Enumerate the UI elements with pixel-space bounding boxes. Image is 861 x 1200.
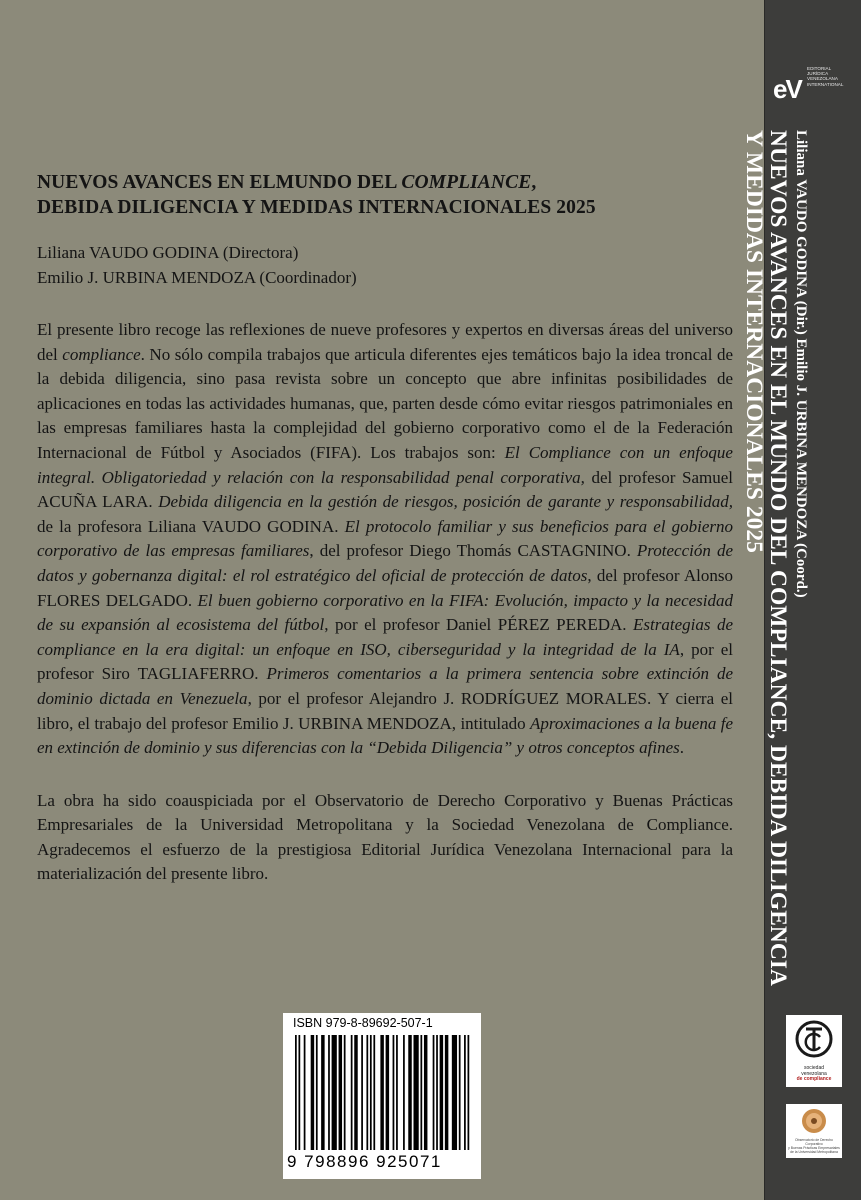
barcode-bar <box>433 1035 435 1150</box>
spine-authors: Liliana VAUDO GODINA (Dir.) Emilio J. URBINA MENDOZA (Coord.) <box>793 130 809 598</box>
obs-line: y Buenas Prácticas Empresariales <box>788 1146 840 1150</box>
spine-title-line-2: Y MEDIDAS INTERNACIONALES 2025 <box>741 130 767 553</box>
barcode-bar <box>295 1035 297 1150</box>
barcode-bar <box>380 1035 383 1150</box>
synopsis-text: , del profesor Alonso FLORES DELGADO. <box>37 565 733 610</box>
barcode-bar <box>354 1035 357 1150</box>
observatorio-logo <box>786 1104 842 1158</box>
work-title-2: Debida diligencia en la gestión de riesgos, posición de garante y responsabilidad, <box>158 492 733 512</box>
svc-logo-text <box>786 1066 842 1083</box>
barcode-digits: 9 798896 925071 <box>287 1152 442 1171</box>
synopsis-text: El presente libro recoge las reflexiones de nueve profesores y expertos en diversas áreas del universo del <box>37 320 733 364</box>
synopsis-paragraph <box>37 318 733 761</box>
work-title-5: El buen gobierno corporativo en la FIFA: Evolución, impacto y la necesidad de su expansión al ecosistema del fútbol <box>37 590 733 635</box>
barcode-bar <box>321 1035 324 1150</box>
barcode-bar <box>445 1035 448 1150</box>
barcode-bar <box>361 1035 363 1150</box>
isbn-label: ISBN 979-8-89692-507-1 <box>293 1016 433 1030</box>
synopsis-text: , por el profesor Siro TAGLIAFERRO. <box>37 639 734 684</box>
authors-block <box>37 240 733 290</box>
back-cover-content <box>37 170 733 887</box>
barcode-bar <box>386 1035 389 1150</box>
obs-line: de la Universidad Metropolitana <box>790 1150 838 1154</box>
synopsis-text: del profesor Samuel ACUÑA LARA. <box>37 467 733 512</box>
barcode-bar <box>436 1035 438 1150</box>
barcode-bar <box>332 1035 337 1150</box>
synopsis-italic: compliance <box>62 344 141 364</box>
work-title-8: Aproximaciones a la buena fe en extinción de dominio y sus diferencias con la “Debida Diligencia” y otros conceptos afines <box>37 713 733 758</box>
barcode-bar <box>440 1035 443 1150</box>
publisher-name <box>807 66 843 87</box>
svc-line: de compliance <box>796 1076 832 1082</box>
barcode-bar <box>468 1035 470 1150</box>
synopsis-text: de la profesora Liliana VAUDO GODINA. <box>37 516 345 536</box>
svc-emblem-icon <box>786 1015 842 1065</box>
barcode-bar <box>452 1035 457 1150</box>
svc-line: venezolana <box>801 1070 827 1077</box>
barcode-bar <box>413 1035 418 1150</box>
publisher-line: VENEZOLANA <box>807 76 838 82</box>
work-title-1: El Compliance con un enfoque integral. Obligatoriedad y relación con la responsabilidad penal corporativa, <box>37 442 733 487</box>
observatorio-logo-text <box>788 1138 840 1154</box>
barcode-bars <box>295 1035 471 1150</box>
coordinator-name: Emilio J. URBINA MENDOZA (Coordinador) <box>37 268 357 287</box>
synopsis-text: , del profesor Diego Thomás CASTAGNINO. <box>309 541 637 561</box>
barcode-bar <box>344 1035 346 1150</box>
barcode-bar <box>351 1035 353 1150</box>
synopsis-text: . <box>679 738 684 758</box>
obs-line: Observatorio de Derecho Corporativo <box>795 1138 833 1146</box>
barcode-bar <box>459 1035 461 1150</box>
work-title-4: Protección de datos y gobernanza digital: el rol estratégico del oficial de protección de datos <box>37 541 733 585</box>
publisher-line: EDITORIAL <box>807 66 832 71</box>
spine-text <box>742 130 812 1055</box>
work-title-3: El protocolo familiar y sus beneficios para el gobierno corporativo de las empresas familiares <box>37 516 733 561</box>
barcode-bar <box>298 1035 300 1150</box>
title-line-2: DEBIDA DILIGENCIA Y MEDIDAS INTERNACIONALES 2025 <box>37 197 596 218</box>
svc-line: sociedad <box>803 1065 824 1071</box>
work-title-6: Estrategias de compliance en la era digital: un enfoque en ISO, ciberseguridad y la integridad de la IA <box>37 615 734 659</box>
publisher-line: INTERNATIONAL <box>807 81 844 87</box>
barcode-bar <box>339 1035 342 1150</box>
barcode-bar <box>316 1035 318 1150</box>
synopsis-text: , por el profesor Alejandro J. RODRÍGUEZ MORALES. Y cierra el libro, el trabajo del profesor Emilio J. URBINA MENDOZA, intitulado <box>37 688 733 733</box>
synopsis-text: , por el profesor Daniel PÉREZ PEREDA. <box>324 615 634 635</box>
barcode-bar <box>396 1035 398 1150</box>
synopsis-text: . No sólo compila trabajos que articula diferentes ejes temáticos bajo la idea troncal de la debida diligencia, sino pasa revista sobre un concepto que abre infinitas posibilidades de aplicaciones en todas las actividades humanas, que, parten desde cómo evitar riesgos patrimoniales en las empresas familiares hasta la complejidad del gobierno corporativo como el de la Federación Internacional de Fútbol y Asociados (FIFA). Los trabajos son: <box>37 344 733 462</box>
publisher-line: JURÍDICA <box>807 71 829 77</box>
title-comma: , <box>531 172 537 193</box>
barcode-bar <box>464 1035 466 1150</box>
acknowledgement-paragraph: La obra ha sido coauspiciada por el Observatorio de Derecho Corporativo y Buenas Prácticas Empresariales de la Universidad Metropolitana y la Sociedad Venezolana de Compliance. Agradecemos el esfuerzo de la prestigiosa Editorial Jurídica Venezolana Internacional para la materialización del presente libro. <box>37 790 733 884</box>
work-title-7: Primeros comentarios a la primera sentencia sobre extinción de dominio dictada en Venezuela <box>37 664 733 708</box>
spine-title-line-1: NUEVOS AVANCES EN EL MUNDO DEL COMPLIANCE, DEBIDA DILIGENCIA <box>765 130 791 986</box>
barcode-bar <box>424 1035 427 1150</box>
publisher-mark: eV <box>773 74 801 104</box>
title-line-1 <box>37 170 733 195</box>
barcode-bar <box>420 1035 422 1150</box>
barcode-bar <box>373 1035 375 1150</box>
barcode-bar <box>311 1035 314 1150</box>
barcode-bar <box>408 1035 411 1150</box>
barcode-bar <box>366 1035 368 1150</box>
isbn-barcode <box>283 1013 481 1179</box>
sociedad-compliance-logo <box>786 1015 842 1087</box>
publisher-logo <box>773 66 855 110</box>
observatorio-emblem-icon <box>786 1104 842 1138</box>
title-text: NUEVOS AVANCES EN ELMUNDO DEL <box>37 172 402 193</box>
barcode-bar <box>403 1035 405 1150</box>
barcode-bar <box>304 1035 306 1150</box>
director-name: Liliana VAUDO GODINA (Directora) <box>37 243 299 262</box>
barcode-bar <box>328 1035 330 1150</box>
barcode-bar <box>370 1035 372 1150</box>
book-title <box>37 170 733 220</box>
barcode-bar <box>393 1035 395 1150</box>
title-italic-word: COMPLIANCE <box>401 172 532 193</box>
